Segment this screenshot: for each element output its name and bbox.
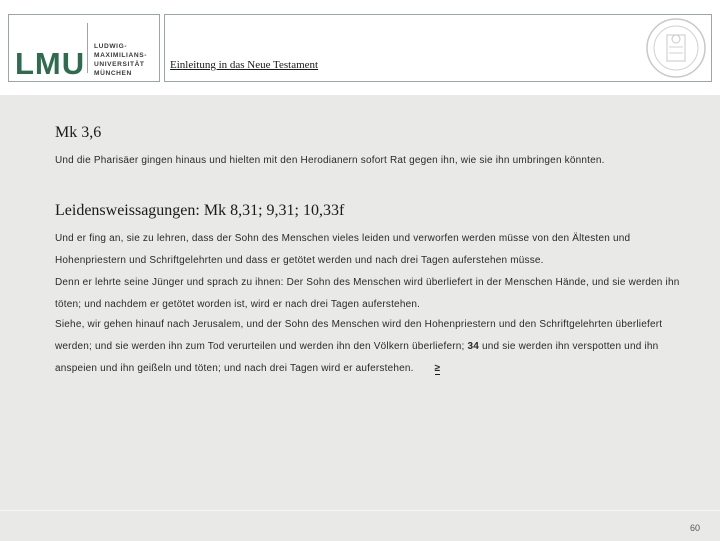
- next-arrow-icon[interactable]: ≥: [434, 363, 441, 374]
- paragraph-mk-9-31: Denn er lehrte seine Jünger und sprach zu ihnen: Der Sohn des Menschen wird überliefert in der Menschen Hände, und sie werden ihn töten; und nachdem er getötet worden ist, wird er nach drei Tagen auferstehen.: [55, 277, 680, 310]
- logo-line: LUDWIG-: [94, 43, 128, 50]
- paragraph-mk-8-31: Und er fing an, sie zu lehren, dass der Sohn des Menschen vieles leiden und verworfen werden müsse von den Ältesten und Hohenpriestern und Schriftgelehrten und dass er getötet werden und nach drei Tagen auferstehen müsse.: [55, 233, 631, 266]
- verse-number: 34: [467, 341, 479, 352]
- header: [0, 0, 720, 95]
- paragraph-text: Siehe, wir gehen hinauf nach Jerusalem, und der Sohn des Menschen wird den Hohenpriestern und den Schriftgelehrten überliefert werden; und sie werden ihn zum Tod verurteilen und werden ihn den Völkern überliefern;: [55, 319, 663, 352]
- slide-content: [0, 95, 720, 510]
- footer: [0, 510, 720, 541]
- heading-leidensweissagungen: Leidensweissagungen: Mk 8,31; 9,31; 10,33f: [55, 202, 345, 219]
- title-box: [164, 14, 712, 82]
- logo-line: MÜNCHEN: [94, 70, 132, 77]
- logo-wordmark: [94, 42, 147, 78]
- logo-divider: [87, 23, 88, 73]
- logo-mark: LMU: [15, 46, 86, 81]
- logo-line: UNIVERSITÄT: [94, 61, 145, 68]
- heading-mk-3-6: Mk 3,6: [55, 124, 102, 141]
- logo-line: MAXIMILIANS-: [94, 52, 147, 59]
- page-number: 60: [689, 523, 700, 533]
- paragraph-text: und sie werden ihn verspotten und ihn anspeien und ihn geißeln und töten; und nach drei Tagen wird er auferstehen.: [55, 341, 659, 374]
- lmu-logo: [8, 14, 160, 82]
- paragraph-mk-10-33: [55, 314, 680, 380]
- presentation-title: Einleitung in das Neue Testament: [170, 59, 319, 71]
- paragraph-mk-3-6: Und die Pharisäer gingen hinaus und hielten mit den Herodianern sofort Rat gegen ihn, wie sie ihn umbringen könnten.: [55, 155, 605, 166]
- university-seal-icon: [645, 17, 707, 79]
